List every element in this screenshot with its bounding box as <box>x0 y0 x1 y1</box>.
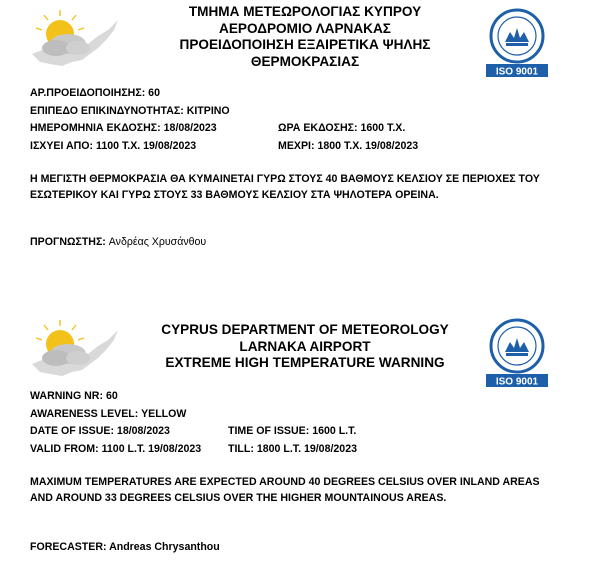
warning-message: MAXIMUM TEMPERATURES ARE EXPECTED AROUND 40 DEGREES CELSIUS OVER INLAND AREAS AND AROUND 33 DEGREES CELSIUS OVER THE HIGHER MOUNTAINOUS AREAS. <box>30 476 540 504</box>
iso-badge-text: ISO 9001 <box>495 66 539 78</box>
warning-message: Η ΜΕΓΙΣΤΗ ΘΕΡΜΟΚΡΑΣΙΑ ΘΑ ΚΥΜΑΙΝΕΤΑΙ ΓΥΡΩ ΣΤΟΥΣ 40 ΒΑΘΜΟΥΣ ΚΕΛΣΙΟΥ ΣΕ ΠΕΡΙΟΧΕΣ ΤΟΥ ΕΣΩΤΕΡΙΚΟΥ ΚΑΙ ΓΥΡΩ ΣΤΟΥΣ 33 ΒΑΘΜΟΥΣ ΚΕΛΣΙΟΥ ΣΤΑ ΨΗΛΟΤΕΡΑ ΟΡΕΙΝΑ. <box>30 173 540 201</box>
cyprus-weather-logo <box>28 10 124 72</box>
awareness-level-label: ΕΠΙΠΕΔΟ ΕΠΙΚΙΝΔΥΝΟΤΗΤΑΣ: <box>30 104 184 117</box>
valid-from-value: 1100 L.T. 19/08/2023 <box>101 442 202 455</box>
valid-from-value: 1100 Τ.Χ. 19/08/2023 <box>96 139 197 152</box>
date-of-issue-value: 18/08/2023 <box>116 425 170 437</box>
header-line-2: ΑΕΡΟΔΡΟΜΙΟ ΛΑΡΝΑΚΑΣ <box>219 20 391 36</box>
warning-number-label: ΑΡ.ΠΡΟΕΙΔΟΠΟΙΗΣΗΣ: <box>30 87 146 99</box>
header-line-4: ΘΕΡΜΟΚΡΑΣΙΑΣ <box>250 53 360 69</box>
valid-from-label: VALID FROM: <box>30 442 99 455</box>
issue-row <box>30 423 357 441</box>
awareness-level-value: YELLOW <box>141 407 187 420</box>
valid-till-value: 1800 Τ.Χ. 19/08/2023 <box>317 139 419 152</box>
valid-till-label: TILL: <box>228 442 254 455</box>
valid-from-label: ΙΣΧΥΕΙ ΑΠΟ: <box>30 139 94 152</box>
forecaster-line <box>30 541 220 553</box>
warning-number-value: 60 <box>148 87 160 99</box>
date-of-issue-label: ΗΜΕΡΟΜΗΝΙΑ ΕΚΔΟΣΗΣ: <box>30 122 161 134</box>
iso-9001-logo <box>484 318 550 393</box>
cyprus-weather-logo <box>28 320 124 382</box>
awareness-level-label: AWARENESS LEVEL: <box>30 407 139 420</box>
iso-9001-logo <box>484 8 550 83</box>
english-header <box>140 322 470 372</box>
warning-number-row <box>30 85 230 103</box>
date-of-issue-label: DATE OF ISSUE: <box>30 425 114 437</box>
greek-header <box>140 4 470 70</box>
date-of-issue-value: 18/08/2023 <box>163 122 217 134</box>
warning-number-label: WARNING NR: <box>30 390 103 402</box>
validity-row <box>30 441 357 459</box>
header-line-3: ΠΡΟΕΙΔΟΠΟΙΗΣΗ ΕΞΑΙΡΕΤΙΚΑ ΨΗΛΗΣ <box>179 37 431 52</box>
forecaster-name: Ανδρέας Χρυσάνθου <box>108 236 207 248</box>
valid-till <box>228 441 357 459</box>
forecaster-name: Andreas Chrysanthou <box>109 541 220 553</box>
validity-row <box>30 138 419 156</box>
greek-info-block <box>30 85 419 155</box>
header-line-3: EXTREME HIGH TEMPERATURE WARNING <box>165 355 445 370</box>
warning-number-value: 60 <box>105 390 118 402</box>
header-line-1: ΤΜΗΜΑ ΜΕΤΕΩΡΟΛΟΓΙΑΣ ΚΥΠΡΟΥ <box>188 4 422 19</box>
header-line-1: CYPRUS DEPARTMENT OF METEOROLOGY <box>161 322 449 337</box>
english-info-block <box>30 388 357 458</box>
forecaster-line <box>30 236 206 248</box>
header-line-2: LARNAKA AIRPORT <box>239 338 371 354</box>
warning-number-row <box>30 388 201 406</box>
awareness-level-row <box>30 103 230 121</box>
time-of-issue-label: ΩΡΑ ΕΚΔΟΣΗΣ: <box>278 122 358 134</box>
time-of-issue <box>278 120 405 138</box>
iso-badge-text: ISO 9001 <box>495 376 539 388</box>
forecaster-label: FORECASTER: <box>30 541 107 553</box>
time-of-issue-value: 1600 Τ.Χ. <box>360 122 406 134</box>
awareness-level-row <box>30 406 201 424</box>
issue-row <box>30 120 406 138</box>
awareness-level-value: ΚΙΤΡΙΝΟ <box>186 104 230 117</box>
valid-till <box>278 138 418 156</box>
english-warning-section <box>0 314 600 568</box>
time-of-issue-label: TIME OF ISSUE: <box>228 425 310 437</box>
forecaster-label: ΠΡΟΓΝΩΣΤΗΣ: <box>30 236 106 248</box>
time-of-issue <box>228 423 356 441</box>
time-of-issue-value: 1600 L.T. <box>312 425 357 437</box>
valid-till-label: ΜΕΧΡΙ: <box>278 139 315 152</box>
valid-till-value: 1800 L.T. 19/08/2023 <box>256 442 357 455</box>
